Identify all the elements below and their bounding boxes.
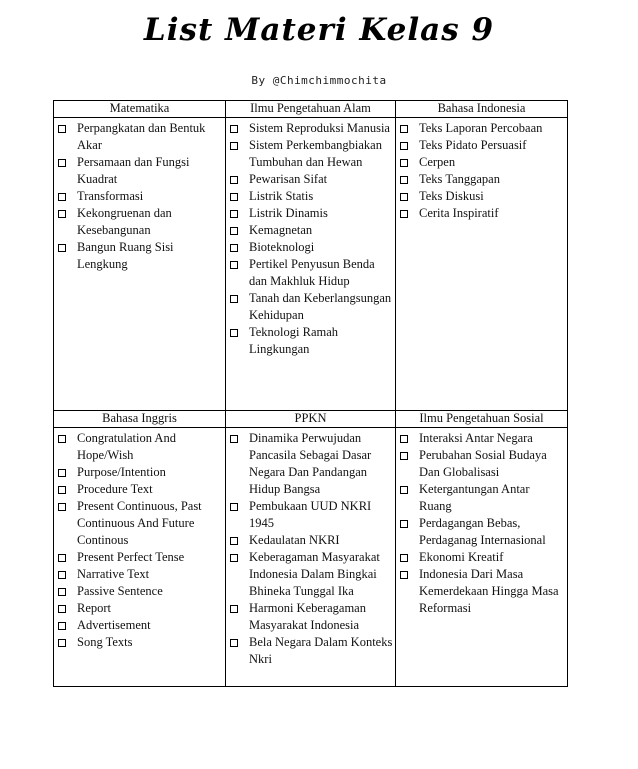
topic-label: Bangun Ruang Sisi Lengkung xyxy=(77,240,174,271)
checkbox-icon[interactable] xyxy=(58,159,66,167)
topic-item xyxy=(400,137,565,154)
checkbox-icon[interactable] xyxy=(58,125,66,133)
checkbox-icon[interactable] xyxy=(230,503,238,511)
checkbox-icon[interactable] xyxy=(58,210,66,218)
topic-label: Present Continuous, Past Continuous And Future Continous xyxy=(77,499,202,547)
topic-item xyxy=(400,447,565,481)
subject-header: Bahasa Inggris xyxy=(54,411,226,428)
topic-item xyxy=(400,481,565,515)
checkbox-icon[interactable] xyxy=(58,469,66,477)
checkbox-icon[interactable] xyxy=(400,210,408,218)
topic-label: Perubahan Sosial Budaya Dan Globalisasi xyxy=(419,448,547,479)
topic-label: Teknologi Ramah Lingkungan xyxy=(249,325,339,356)
checkbox-icon[interactable] xyxy=(400,571,408,579)
topic-label: Pewarisan Sifat xyxy=(249,172,328,186)
checkbox-icon[interactable] xyxy=(230,227,238,235)
items-row xyxy=(54,428,568,687)
topic-item xyxy=(58,188,223,205)
topic-item xyxy=(400,154,565,171)
topic-item xyxy=(230,256,393,290)
topic-item xyxy=(58,634,223,651)
subject-table xyxy=(53,100,568,687)
checkbox-icon[interactable] xyxy=(58,588,66,596)
header-row xyxy=(54,101,568,118)
checkbox-icon[interactable] xyxy=(58,435,66,443)
topic-label: Report xyxy=(77,601,112,615)
checkbox-icon[interactable] xyxy=(400,486,408,494)
topic-item xyxy=(230,290,393,324)
checkbox-icon[interactable] xyxy=(400,435,408,443)
topic-label: Sistem Reproduksi Manusia xyxy=(249,121,390,135)
topic-label: Kedaulatan NKRI xyxy=(249,533,340,547)
topic-item xyxy=(58,583,223,600)
checkbox-icon[interactable] xyxy=(58,193,66,201)
topic-item xyxy=(230,120,393,137)
topic-item xyxy=(230,205,393,222)
topic-item xyxy=(230,600,393,634)
checkbox-icon[interactable] xyxy=(230,639,238,647)
checkbox-icon[interactable] xyxy=(230,295,238,303)
topic-label: Perdagangan Bebas, Perdaganag Internasional xyxy=(419,516,546,547)
topic-item xyxy=(58,566,223,583)
topic-label: Passive Sentence xyxy=(77,584,163,598)
topic-item xyxy=(230,430,393,498)
topic-label: Bioteknologi xyxy=(249,240,315,254)
subject-topics-cell xyxy=(396,428,568,687)
subject-topics-cell xyxy=(54,428,226,687)
topic-item xyxy=(58,464,223,481)
items-row xyxy=(54,118,568,411)
topic-label: Kemagnetan xyxy=(249,223,313,237)
topic-item xyxy=(230,222,393,239)
checkbox-icon[interactable] xyxy=(400,125,408,133)
topic-item xyxy=(58,239,223,273)
topic-label: Song Texts xyxy=(77,635,133,649)
checkbox-icon[interactable] xyxy=(400,159,408,167)
topic-item xyxy=(230,549,393,600)
topic-item xyxy=(230,324,393,358)
checkbox-icon[interactable] xyxy=(230,210,238,218)
topic-item xyxy=(230,188,393,205)
topic-item xyxy=(58,481,223,498)
topic-label: Transformasi xyxy=(77,189,144,203)
checkbox-icon[interactable] xyxy=(230,176,238,184)
topic-label: Listrik Statis xyxy=(249,189,314,203)
topic-label: Cerpen xyxy=(419,155,456,169)
topic-item xyxy=(400,549,565,566)
checkbox-icon[interactable] xyxy=(400,193,408,201)
topic-item xyxy=(58,430,223,464)
topic-label: Advertisement xyxy=(77,618,151,632)
checkbox-icon[interactable] xyxy=(230,537,238,545)
topic-label: Tanah dan Keberlangsungan Kehidupan xyxy=(249,291,392,322)
topic-list xyxy=(230,430,393,668)
subject-header: PPKN xyxy=(226,411,396,428)
topic-label: Persamaan dan Fungsi Kuadrat xyxy=(77,155,190,186)
topic-item xyxy=(400,430,565,447)
topic-item xyxy=(400,188,565,205)
subject-header: Ilmu Pengetahuan Sosial xyxy=(396,411,568,428)
checkbox-icon[interactable] xyxy=(400,452,408,460)
topic-label: Bela Negara Dalam Konteks Nkri xyxy=(249,635,393,666)
topic-item xyxy=(230,498,393,532)
topic-label: Pembukaan UUD NKRI 1945 xyxy=(249,499,372,530)
subject-header: Ilmu Pengetahuan Alam xyxy=(226,101,396,118)
checkbox-icon[interactable] xyxy=(230,261,238,269)
author-byline: By @Chimchimmochita xyxy=(251,74,387,87)
topic-item xyxy=(400,205,565,222)
topic-label: Dinamika Perwujudan Pancasila Sebagai Dasar Negara Dan Pandangan Hidup Bangsa xyxy=(249,431,372,496)
topic-item xyxy=(400,566,565,617)
checkbox-icon[interactable] xyxy=(58,503,66,511)
checkbox-icon[interactable] xyxy=(400,554,408,562)
topic-item xyxy=(58,205,223,239)
topic-label: Ketergantungan Antar Ruang xyxy=(419,482,530,513)
topic-item xyxy=(58,120,223,154)
topic-label: Procedure Text xyxy=(77,482,153,496)
topic-item xyxy=(230,137,393,171)
topic-list xyxy=(58,120,223,273)
topic-item xyxy=(230,634,393,668)
topic-item xyxy=(58,617,223,634)
topic-list xyxy=(400,120,565,222)
topic-list xyxy=(400,430,565,617)
topic-item xyxy=(400,171,565,188)
topic-item xyxy=(58,549,223,566)
topic-label: Perpangkatan dan Bentuk Akar xyxy=(77,121,206,152)
subject-topics-cell xyxy=(226,428,396,687)
checkbox-icon[interactable] xyxy=(58,244,66,252)
checkbox-icon[interactable] xyxy=(230,244,238,252)
topic-item xyxy=(58,154,223,188)
topic-label: Listrik Dinamis xyxy=(249,206,328,220)
topic-label: Cerita Inspiratif xyxy=(419,206,499,220)
topic-item xyxy=(230,532,393,549)
subject-topics-cell xyxy=(226,118,396,411)
topic-label: Present Perfect Tense xyxy=(77,550,185,564)
subject-topics-cell xyxy=(54,118,226,411)
topic-label: Narrative Text xyxy=(77,567,150,581)
subject-topics-cell xyxy=(396,118,568,411)
topic-label: Teks Laporan Percobaan xyxy=(419,121,543,135)
topic-label: Indonesia Dari Masa Kemerdekaan Hingga Masa Reformasi xyxy=(419,567,559,615)
checkbox-icon[interactable] xyxy=(230,193,238,201)
topic-label: Harmoni Keberagaman Masyarakat Indonesia xyxy=(249,601,366,632)
page-title: List Materi Kelas 9 xyxy=(143,12,495,48)
topic-item xyxy=(230,171,393,188)
topic-list xyxy=(230,120,393,358)
checkbox-icon[interactable] xyxy=(230,435,238,443)
topic-item xyxy=(400,515,565,549)
checkbox-icon[interactable] xyxy=(58,639,66,647)
checkbox-icon[interactable] xyxy=(58,486,66,494)
checkbox-icon[interactable] xyxy=(230,125,238,133)
header-row xyxy=(54,411,568,428)
topic-label: Kekongruenan dan Kesebangunan xyxy=(77,206,172,237)
checkbox-icon[interactable] xyxy=(230,142,238,150)
topic-item xyxy=(400,120,565,137)
checkbox-icon[interactable] xyxy=(230,605,238,613)
topic-label: Teks Diskusi xyxy=(419,189,484,203)
topic-item xyxy=(58,498,223,549)
topic-label: Ekonomi Kreatif xyxy=(419,550,504,564)
topic-label: Sistem Perkembangbiakan Tumbuhan dan Hewan xyxy=(249,138,382,169)
checkbox-icon[interactable] xyxy=(230,554,238,562)
topic-label: Pertikel Penyusun Benda dan Makhluk Hidup xyxy=(249,257,375,288)
checkbox-icon[interactable] xyxy=(58,622,66,630)
topic-label: Teks Pidato Persuasif xyxy=(419,138,527,152)
subject-header: Bahasa Indonesia xyxy=(396,101,568,118)
topic-list xyxy=(58,430,223,651)
topic-label: Interaksi Antar Negara xyxy=(419,431,533,445)
checkbox-icon[interactable] xyxy=(58,571,66,579)
subject-header: Matematika xyxy=(54,101,226,118)
checkbox-icon[interactable] xyxy=(58,554,66,562)
topic-label: Keberagaman Masyarakat Indonesia Dalam Bingkai Bhineka Tunggal Ika xyxy=(249,550,380,598)
checkbox-icon[interactable] xyxy=(58,605,66,613)
topic-label: Congratulation And Hope/Wish xyxy=(77,431,176,462)
topic-label: Teks Tanggapan xyxy=(419,172,500,186)
checkbox-icon[interactable] xyxy=(400,142,408,150)
topic-item xyxy=(58,600,223,617)
topic-item xyxy=(230,239,393,256)
checkbox-icon[interactable] xyxy=(400,520,408,528)
checkbox-icon[interactable] xyxy=(230,329,238,337)
topic-label: Purpose/Intention xyxy=(77,465,166,479)
checkbox-icon[interactable] xyxy=(400,176,408,184)
